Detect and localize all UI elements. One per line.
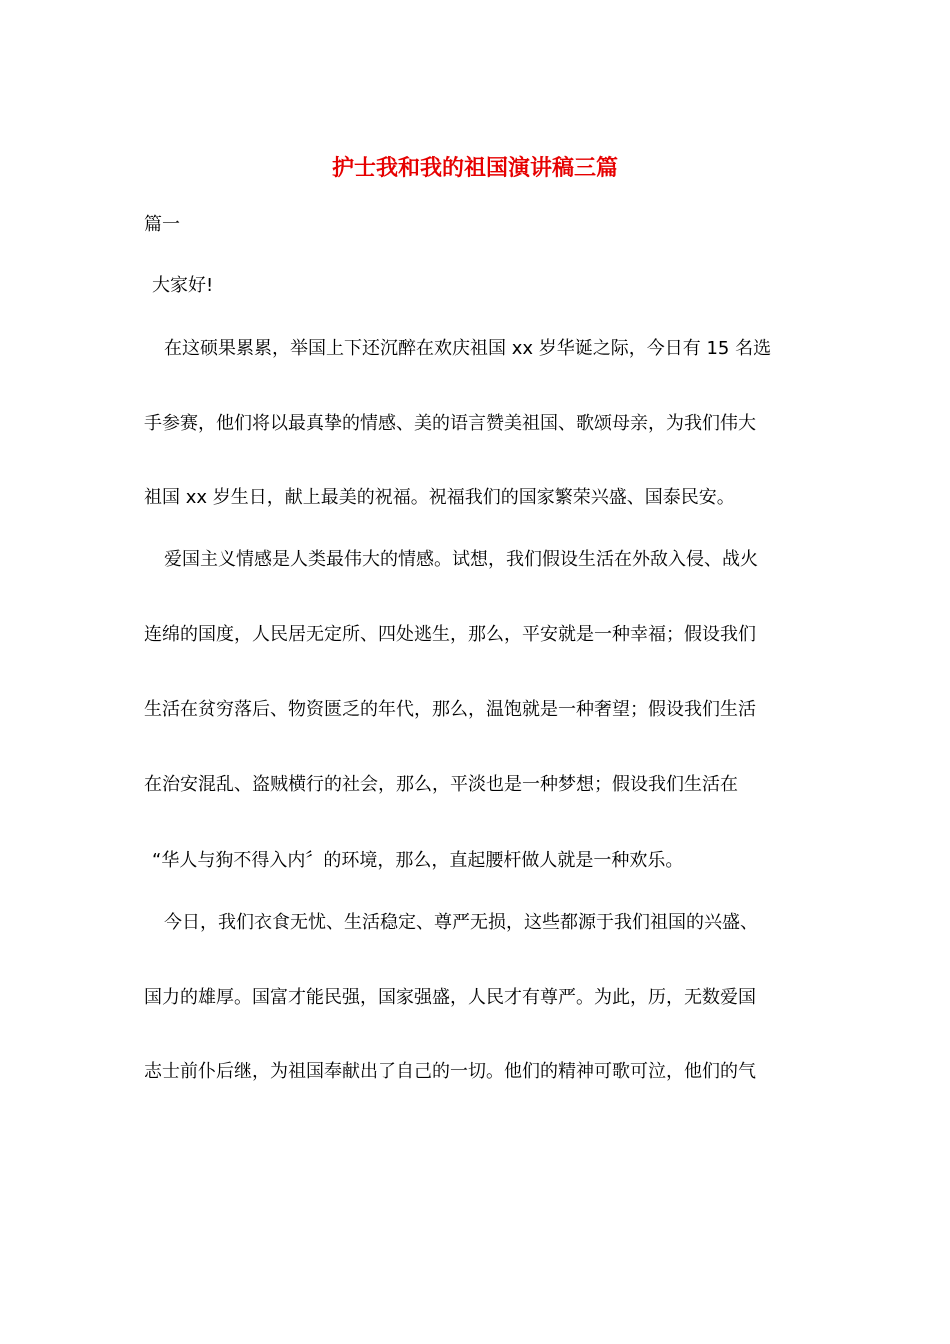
body-text-line: 生活在贫穷落后、物资匮乏的年代，那么，温饱就是一种奢望；假设我们生活 — [144, 699, 756, 720]
body-text-line: 连绵的国度，人民居无定所、四处逃生，那么，平安就是一种幸福；假设我们 — [144, 624, 756, 645]
body-text-line: 今日，我们衣食无忧、生活稳定、尊严无损，这些都源于我们祖国的兴盛、 — [164, 912, 758, 933]
body-text-line: 手参赛，他们将以最真挚的情感、美的语言赞美祖国、歌颂母亲，为我们伟大 — [144, 413, 756, 434]
body-text-line: 祖国 xx 岁生日，献上最美的祝福。祝福我们的国家繁荣兴盛、国泰民安。 — [144, 487, 735, 508]
body-text-line: 在治安混乱、盗贼横行的社会，那么，平淡也是一种梦想；假设我们生活在 — [144, 774, 738, 795]
document-title: 护士我和我的祖国演讲稿三篇 — [331, 156, 618, 181]
body-text-line: 爱国主义情感是人类最伟大的情感。试想，我们假设生活在外敌入侵、战火 — [164, 549, 758, 570]
greeting-line: 大家好! — [152, 275, 214, 296]
body-text-line: 志士前仆后继，为祖国奉献出了自己的一切。他们的精神可歌可泣，他们的气 — [144, 1061, 756, 1082]
section-heading: 篇一 — [144, 214, 180, 235]
body-text-line: “华人与狗不得入内〞的环境，那么，直起腰杆做人就是一种欢乐。 — [152, 850, 684, 871]
body-text-line: 国力的雄厚。国富才能民强，国家强盛，人民才有尊严。为此，历，无数爱国 — [144, 987, 756, 1008]
body-text-line: 在这硕果累累，举国上下还沉醉在欢庆祖国 xx 岁华诞之际，今日有 15 名选 — [164, 338, 772, 359]
